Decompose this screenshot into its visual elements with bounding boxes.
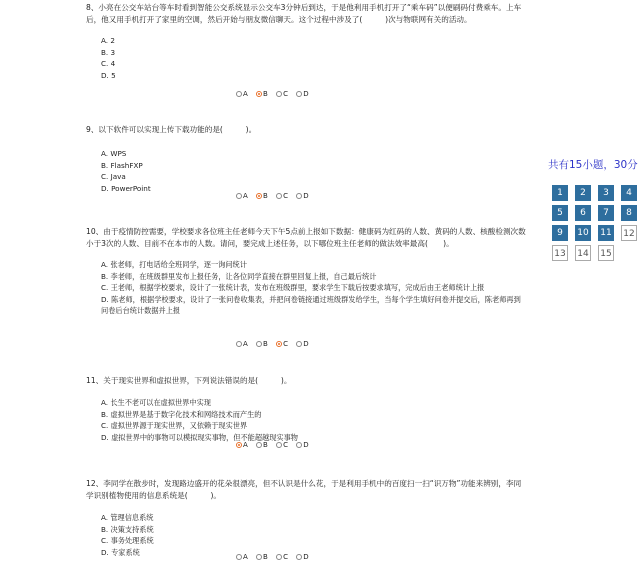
answer-c[interactable]: C bbox=[276, 553, 288, 561]
nav-cell-8[interactable]: 8 bbox=[621, 205, 637, 221]
option-d: D. PowerPoint bbox=[101, 183, 151, 193]
option-a: A. 张老师，打电话给全班同学，逐一询问统计 bbox=[101, 260, 247, 269]
radio-icon[interactable] bbox=[296, 193, 302, 199]
answer-a[interactable]: A bbox=[236, 192, 248, 200]
question-text: 10、由于疫情防控需要，学校要求各位班主任老师今天下午5点前上报如下数据：健康码为红码的人数、黄码的人数、核酸检测次数小于3次的人数、目前不在本市的人数。请问，要完成上述任务，以下哪位班主任老师的做法效率最高( )。 bbox=[86, 227, 526, 248]
radio-icon[interactable] bbox=[276, 91, 282, 97]
radio-icon[interactable] bbox=[296, 91, 302, 97]
nav-cell-7[interactable]: 7 bbox=[598, 205, 614, 221]
nav-cell-1[interactable]: 1 bbox=[552, 185, 568, 201]
radio-icon[interactable] bbox=[276, 554, 282, 560]
option-a: A. WPS bbox=[101, 149, 127, 158]
option-b: B. FlashFXP bbox=[101, 160, 143, 170]
radio-icon[interactable] bbox=[256, 442, 262, 448]
option-d: D. 专家系统 bbox=[101, 547, 140, 557]
nav-cell-11[interactable]: 11 bbox=[598, 225, 614, 241]
option-b: B. 李老师，在班级群里发布上报任务，让各位同学直接在群里回复上报，自己最后统计 bbox=[101, 271, 377, 281]
option-b: B. 虚拟世界是基于数字化技术和网络技术而产生的 bbox=[101, 409, 262, 419]
option-a: A. 管理信息系统 bbox=[101, 513, 154, 522]
radio-icon[interactable] bbox=[296, 442, 302, 448]
radio-icon[interactable] bbox=[236, 91, 242, 97]
question-text: 9、以下软件可以实现上传下载功能的是( )。 bbox=[86, 125, 257, 134]
radio-icon[interactable] bbox=[236, 193, 242, 199]
question-navigator bbox=[548, 157, 640, 259]
option-b: B. 决策支持系统 bbox=[101, 524, 154, 534]
answer-b[interactable]: B bbox=[256, 90, 268, 98]
option-c: C. 王老师，根据学校要求，设计了一张统计表，发布在班级群里，要求学生下载后按要求填写，完成后由王老师统计上报 bbox=[101, 283, 485, 292]
question-8 bbox=[86, 2, 526, 81]
answer-d[interactable]: D bbox=[296, 441, 308, 449]
answer-c[interactable]: C bbox=[276, 340, 288, 348]
option-d: D. 5 bbox=[101, 70, 116, 80]
radio-selected-icon[interactable] bbox=[256, 193, 262, 199]
score-summary: 共有15小题，30分 bbox=[548, 159, 638, 171]
answer-d[interactable]: D bbox=[296, 340, 308, 348]
answer-radios-9 bbox=[236, 192, 315, 200]
option-a: A. 长生不老可以在虚拟世界中实现 bbox=[101, 398, 211, 407]
option-list bbox=[86, 35, 526, 81]
radio-icon[interactable] bbox=[276, 442, 282, 448]
nav-cell-6[interactable]: 6 bbox=[575, 205, 591, 221]
answer-b[interactable]: B bbox=[256, 553, 268, 561]
answer-a[interactable]: A bbox=[236, 441, 248, 449]
question-11 bbox=[86, 375, 526, 443]
nav-cell-3[interactable]: 3 bbox=[598, 185, 614, 201]
option-list bbox=[86, 397, 526, 443]
option-c: C. 4 bbox=[101, 59, 116, 68]
answer-b[interactable]: B bbox=[256, 441, 268, 449]
option-list bbox=[86, 259, 526, 317]
answer-b[interactable]: B bbox=[256, 192, 268, 200]
question-10 bbox=[86, 226, 526, 317]
option-b: B. 3 bbox=[101, 47, 116, 57]
question-9 bbox=[86, 124, 526, 194]
radio-icon[interactable] bbox=[256, 554, 262, 560]
nav-cell-2[interactable]: 2 bbox=[575, 185, 591, 201]
answer-d[interactable]: D bbox=[296, 192, 308, 200]
nav-cell-9[interactable]: 9 bbox=[552, 225, 568, 241]
radio-icon[interactable] bbox=[276, 193, 282, 199]
answer-a[interactable]: A bbox=[236, 553, 248, 561]
radio-icon[interactable] bbox=[296, 554, 302, 560]
answer-d[interactable]: D bbox=[296, 553, 308, 561]
radio-selected-icon[interactable] bbox=[236, 442, 242, 448]
option-d: D. 陈老师，根据学校要求，设计了一张问卷收集表，并把问卷链接通过班级群发给学生，当每个学生填好问卷并提交后，陈老师再到问卷后台统计数据并上报 bbox=[101, 294, 521, 315]
option-a: A. 2 bbox=[101, 36, 115, 45]
option-d: D. 虚拟世界中的事物可以模拟现实事物，但不能超越现实事物 bbox=[101, 432, 298, 442]
answer-b[interactable]: B bbox=[256, 340, 268, 348]
answer-radios-12 bbox=[236, 553, 315, 561]
answer-a[interactable]: A bbox=[236, 90, 248, 98]
question-text: 12、李同学在散步时，发现路边盛开的花朵很漂亮，但不认识是什么花，于是利用手机中的百度扫一扫“识万物”功能来辨别，李同学识别植物使用的信息系统是( )。 bbox=[86, 479, 522, 500]
question-text: 11、关于现实世界和虚拟世界，下列说法错误的是( )。 bbox=[86, 376, 292, 385]
nav-cell-4[interactable]: 4 bbox=[621, 185, 637, 201]
question-text: 8、小亮在公交车站台等车时看到智能公交系统显示公交车3分钟后到达，于是他利用手机打开了“乘车码”以便刷码付费乘车。上车后，他又用手机打开了家里的空调，然后开始与朋友微信聊天。这个过程中涉及了( )次与物联网有关的活动。 bbox=[86, 3, 522, 24]
answer-c[interactable]: C bbox=[276, 192, 288, 200]
nav-cell-13[interactable]: 13 bbox=[552, 245, 568, 261]
answer-c[interactable]: C bbox=[276, 441, 288, 449]
radio-icon[interactable] bbox=[236, 554, 242, 560]
answer-radios-11 bbox=[236, 441, 315, 449]
option-c: C. 事务处理系统 bbox=[101, 536, 154, 545]
answer-radios-8 bbox=[236, 90, 315, 98]
option-list bbox=[86, 512, 526, 558]
answer-d[interactable]: D bbox=[296, 90, 308, 98]
radio-icon[interactable] bbox=[256, 341, 262, 347]
nav-cell-12[interactable]: 12 bbox=[621, 225, 637, 241]
answer-a[interactable]: A bbox=[236, 340, 248, 348]
radio-selected-icon[interactable] bbox=[276, 341, 282, 347]
answer-radios-10 bbox=[236, 340, 315, 348]
nav-cell-10[interactable]: 10 bbox=[575, 225, 591, 241]
radio-selected-icon[interactable] bbox=[256, 91, 262, 97]
question-12 bbox=[86, 478, 526, 558]
answer-c[interactable]: C bbox=[276, 90, 288, 98]
radio-icon[interactable] bbox=[236, 341, 242, 347]
option-c: C. Java bbox=[101, 172, 126, 181]
option-c: C. 虚拟世界源于现实世界，又依赖于现实世界 bbox=[101, 421, 248, 430]
nav-cell-15[interactable]: 15 bbox=[598, 245, 614, 261]
radio-icon[interactable] bbox=[296, 341, 302, 347]
nav-cell-14[interactable]: 14 bbox=[575, 245, 591, 261]
option-list bbox=[86, 148, 526, 194]
nav-cell-5[interactable]: 5 bbox=[552, 205, 568, 221]
